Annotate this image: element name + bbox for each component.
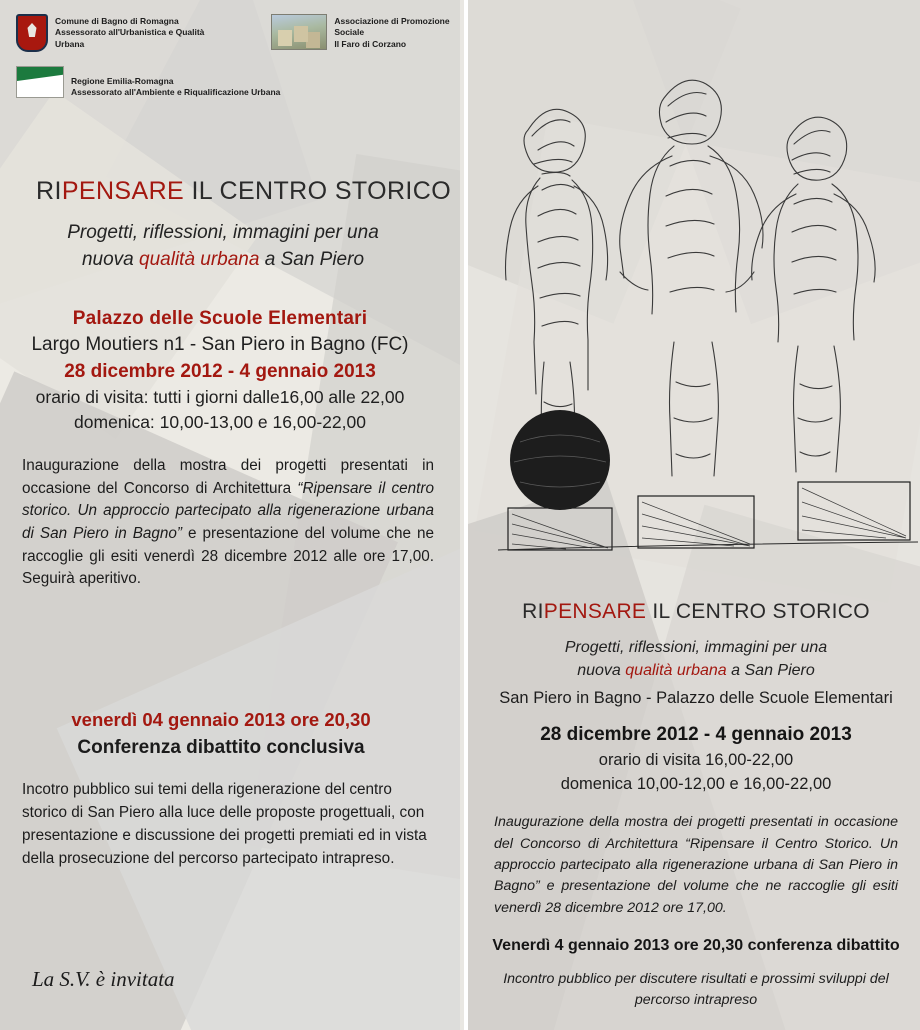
subtitle-line-1: Progetti, riflessioni, immagini per una [67,221,379,243]
subtitle-highlight: qualità urbana [139,249,260,271]
subtitle-line-2-a: nuova [81,249,140,271]
right-subtitle-line-1: Progetti, riflessioni, immagini per una [564,639,828,656]
logo-comune [16,14,213,52]
venue-hours-sunday: domenica: 10,00-13,00 e 16,00-22,00 [74,412,366,433]
opening-paragraph-part1: Inaugurazione della mostra dei progetti presentati in occasione del Concorso di Architettura [22,457,434,497]
logo-bar [0,0,460,99]
conference-title: Conferenza dibattito conclusiva [77,736,365,758]
logo-regione-line1: Regione Emilia-Romagna [71,76,174,86]
right-hours-sunday: domenica 10,00-12,00 e 16,00-22,00 [560,775,832,794]
right-title-prefix: RI [522,600,544,623]
title-suffix: IL CENTRO STORICO [184,176,452,205]
subtitle-line-2 [30,246,416,274]
logo-faro-line1: Associazione di Promozione Sociale [334,16,450,38]
right-venue-place: San Piero in Bagno - Palazzo delle Scuole Elementari [499,689,893,708]
right-page [464,0,920,1030]
title-accent: PENSARE [61,176,185,205]
right-title-suffix: IL CENTRO STORICO [646,600,870,623]
venue-block [0,308,460,433]
logo-comune-line2: Assessorato all'Urbanistica e Qualità Urbana [55,27,205,49]
subtitle [0,219,460,274]
sphere-shape [510,410,610,510]
page-title [36,177,460,206]
right-text-block [468,600,920,1011]
venue-name: Palazzo delle Scuole Elementari [72,308,368,330]
regione-flag-icon [16,66,64,98]
venue-dates: 28 dicembre 2012 - 4 gennaio 2013 [64,361,376,383]
conference-paragraph: Incotro pubblico sui temi della rigenerazione del centro storico di San Piero alla luce delle proposte progettuali, con presentazione e discussione dei progetti premiati ed in vista della prosecuzione del percorso partecipato intrapreso. [22,780,427,867]
logo-regione [16,66,460,99]
right-title-accent: PENSARE [543,600,647,623]
invitation-note: La S.V. è invitata [32,966,175,991]
right-subtitle [468,636,920,682]
subtitle-line-2-b: a San Piero [259,249,365,271]
right-subtitle-line-2 [468,659,920,682]
logo-faro-line2: Il Faro di Corzano [334,38,407,49]
right-subtitle-line-2-a: nuova [577,662,626,680]
right-subtitle-line-2-b: a San Piero [726,662,815,680]
venue-hours: orario di visita: tutti i giorni dalle16,00 alle 22,00 [35,387,405,408]
opening-paragraph-part2: e presentazione del volume che ne raccoglie gli esiti venerdì 28 dicembre 2012 alle ore 17,00. Seguirà aperitivo. [22,524,434,588]
logo-regione-line2: Assessorato all'Ambiente e Riqualificazione Urbana [71,87,281,98]
comune-crest-icon [16,14,48,52]
logo-comune-line1: Comune di Bagno di Romagna [55,16,179,26]
right-conference: Venerdì 4 gennaio 2013 ore 20,30 conferenza dibattito [492,936,900,954]
right-hours: orario di visita 16,00-22,00 [598,751,794,770]
right-title [468,600,920,624]
faro-photo-icon [271,14,327,50]
conference-date: venerdì 04 gennaio 2013 ore 20,30 [71,708,371,730]
venue-address: Largo Moutiers n1 - San Piero in Bagno (FC) [31,334,409,356]
sketch-three-figures-and-sphere-icon [468,10,920,570]
opening-paragraph [22,455,434,591]
conference-block [0,709,460,759]
opening-paragraph-italic: “Ripensare il centro storico. Un approccio partecipato alla rigenerazione urbana di San Piero in Bagno” [22,479,434,542]
right-paragraph: Inaugurazione della mostra dei progetti presentati in occasione del Concorso di Architettura “Ripensare il Centro Storico. Un approccio partecipato alla rigenerazione urbana di San Piero in Bagno” e presentazione del volume che ne raccoglie gli esiti venerdì 28 dicembre 2012 ore 17,00. [494,814,898,916]
logo-faro [271,14,460,50]
title-prefix: RI [36,176,62,205]
right-dates: 28 dicembre 2012 - 4 gennaio 2013 [540,724,852,746]
right-paragraph-2: Incontro pubblico per discutere risultati e prossimi sviluppi del percorso intrapreso [503,970,889,1009]
right-subtitle-highlight: qualità urbana [625,662,727,680]
